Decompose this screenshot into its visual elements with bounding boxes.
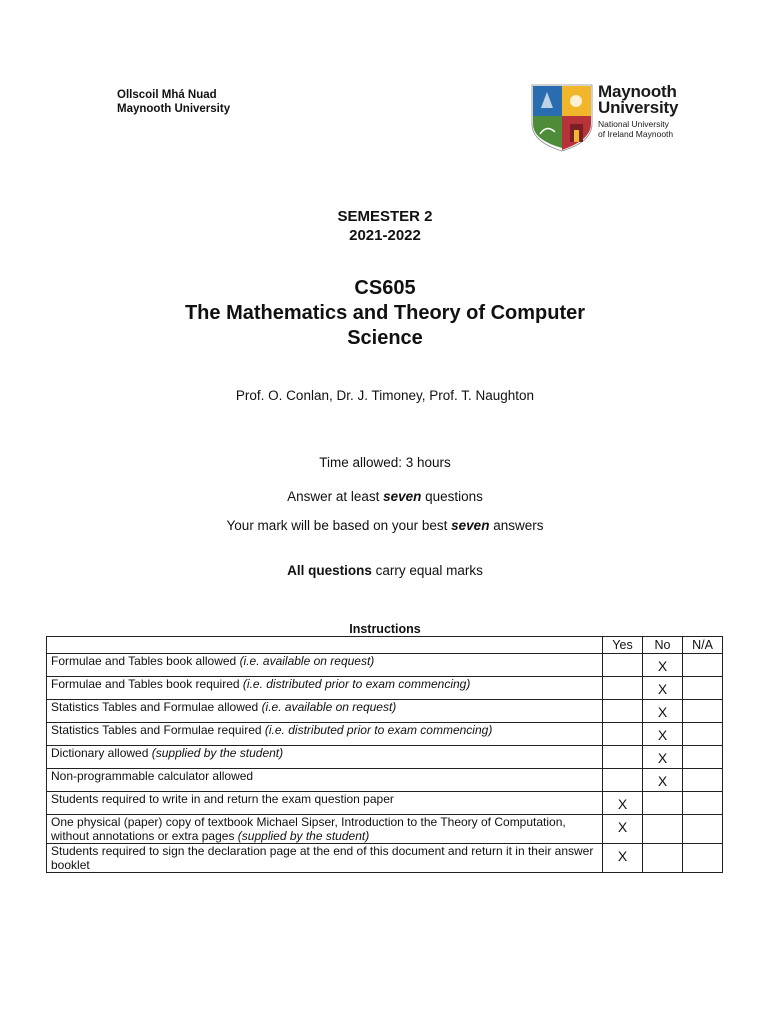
semester-label: SEMESTER 2 — [337, 208, 433, 225]
row-description: Dictionary allowed (supplied by the student) — [47, 746, 603, 769]
instructions-table — [46, 636, 723, 873]
table-row — [47, 815, 723, 844]
row-na-cell — [683, 792, 723, 815]
row-description: Formulae and Tables book required (i.e. distributed prior to exam commencing) — [47, 677, 603, 700]
table-row — [47, 677, 723, 700]
row-na-cell — [683, 723, 723, 746]
crest-icon — [531, 84, 593, 152]
answer-prefix: Answer at least — [287, 489, 384, 504]
row-yes-cell — [603, 700, 643, 723]
instructions-title: Instructions — [349, 622, 421, 636]
row-yes-cell: X — [603, 792, 643, 815]
academic-year: 2021-2022 — [349, 227, 421, 244]
table-row — [47, 654, 723, 677]
row-description: Statistics Tables and Formulae required (i.e. distributed prior to exam commencing) — [47, 723, 603, 746]
row-no-cell — [643, 792, 683, 815]
logo-line-maynooth: Maynooth — [598, 82, 677, 101]
row-description: Students required to sign the declaration page at the end of this document and return it in their answer booklet — [47, 844, 603, 873]
table-row — [47, 792, 723, 815]
university-name-block — [117, 88, 230, 116]
university-irish-name: Ollscoil Mhá Nuad — [117, 89, 217, 101]
answer-suffix: questions — [421, 489, 483, 504]
course-title-line1: The Mathematics and Theory of Computer — [184, 302, 586, 324]
row-yes-cell — [603, 654, 643, 677]
row-description: Non-programmable calculator allowed — [47, 769, 603, 792]
mark-count: seven — [451, 518, 490, 533]
logo-line-university: University — [598, 98, 679, 117]
header-no: No — [643, 637, 683, 654]
row-yes-cell: X — [603, 815, 643, 844]
equal-marks-note — [0, 563, 770, 578]
row-yes-cell — [603, 723, 643, 746]
course-title-line2: Science — [347, 327, 423, 349]
time-allowed: Time allowed: 3 hours — [319, 455, 451, 470]
examiners: Prof. O. Conlan, Dr. J. Timoney, Prof. T. Naughton — [235, 388, 535, 403]
table-row — [47, 844, 723, 873]
row-no-cell: X — [643, 654, 683, 677]
row-no-cell: X — [643, 700, 683, 723]
answer-count: seven — [383, 489, 422, 504]
row-description: Students required to write in and return the exam question paper — [47, 792, 603, 815]
instructions-header-row — [47, 637, 723, 654]
course-title-block — [0, 276, 770, 351]
mark-suffix: answers — [489, 518, 544, 533]
row-yes-cell — [603, 677, 643, 700]
row-no-cell: X — [643, 746, 683, 769]
equal-marks-rest: carry equal marks — [371, 563, 483, 578]
row-description: One physical (paper) copy of textbook Michael Sipser, Introduction to the Theory of Computation, without annotations or extra pages (supplied by the student) — [47, 815, 603, 844]
row-na-cell — [683, 654, 723, 677]
row-na-cell — [683, 844, 723, 873]
answer-requirement — [0, 489, 770, 504]
logo-wordmark — [598, 84, 678, 139]
row-no-cell: X — [643, 723, 683, 746]
mark-prefix: Your mark will be based on your best — [226, 518, 452, 533]
row-na-cell — [683, 769, 723, 792]
header-na: N/A — [683, 637, 723, 654]
row-no-cell: X — [643, 769, 683, 792]
university-english-name: Maynooth University — [117, 103, 231, 115]
row-no-cell — [643, 844, 683, 873]
university-logo — [531, 84, 691, 154]
row-yes-cell — [603, 746, 643, 769]
row-description: Formulae and Tables book allowed (i.e. available on request) — [47, 654, 603, 677]
row-yes-cell: X — [603, 844, 643, 873]
row-na-cell — [683, 815, 723, 844]
equal-marks-bold: All questions — [287, 563, 372, 578]
row-no-cell: X — [643, 677, 683, 700]
table-row — [47, 700, 723, 723]
table-row — [47, 769, 723, 792]
table-row — [47, 746, 723, 769]
row-yes-cell — [603, 769, 643, 792]
row-description: Statistics Tables and Formulae allowed (i.e. available on request) — [47, 700, 603, 723]
semester-block — [0, 207, 770, 245]
logo-line-ireland: of Ireland Maynooth — [598, 129, 674, 139]
header-yes: Yes — [603, 637, 643, 654]
row-no-cell — [643, 815, 683, 844]
header-description — [47, 637, 603, 654]
table-row — [47, 723, 723, 746]
row-na-cell — [683, 700, 723, 723]
marking-rule — [0, 518, 770, 533]
course-code: CS605 — [354, 277, 416, 299]
row-na-cell — [683, 677, 723, 700]
logo-subtitle — [598, 119, 678, 139]
logo-line-national: National University — [598, 119, 669, 129]
row-na-cell — [683, 746, 723, 769]
